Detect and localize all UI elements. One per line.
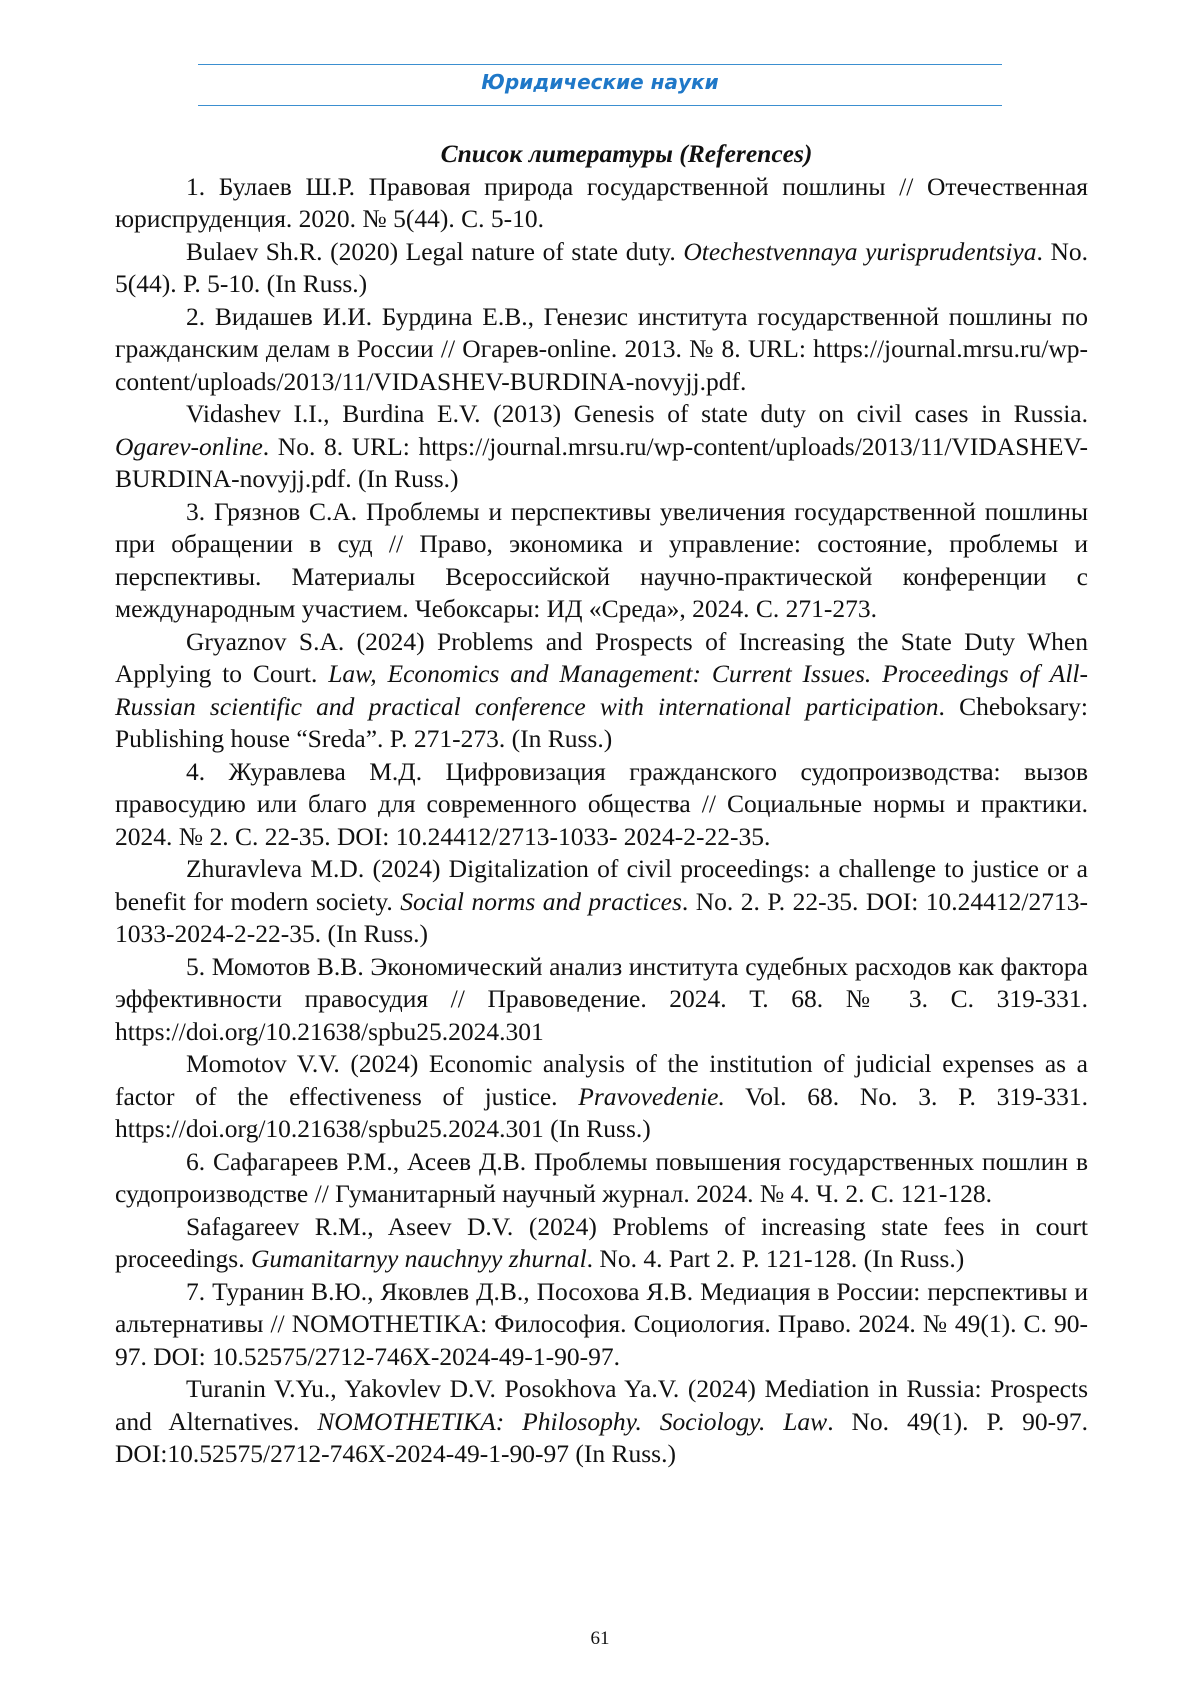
reference-entry-2-en: Vidashev I.I., Burdina E.V. (2013) Genesis of state duty on civil cases in Russia. Ogarev-online. No. 8. URL: https://journal.mrsu.ru/wp-content/uploads/2013/11/VIDASHEV-BURDINA-novyjj.pdf. (In Russ.) <box>115 398 1088 496</box>
running-header <box>198 64 1002 106</box>
reference-entry-6-ru: 6. Сафагареев Р.М., Асеев Д.В. Проблемы повышения государственных пошлин в судопроизводстве // Гуманитарный научный журнал. 2024. № 4. Ч. 2. С. 121-128. <box>115 1146 1088 1211</box>
page <box>0 0 1200 1698</box>
reference-entry-5-en: Momotov V.V. (2024) Economic analysis of the institution of judicial expenses as a factor of the effectiveness of justice. Pravovedenie. Vol. 68. No. 3. P. 319-331. https://doi.org/10.21638/spbu25.2024.301 (In Russ.) <box>115 1048 1088 1146</box>
reference-entry-4-ru: 4. Журавлева М.Д. Цифровизация гражданского судопроизводства: вызов правосудию или благо для современного общества // Социальные нормы и практики. 2024. № 2. С. 22-35. DOI: 10.24412/2713-1033- 2024-2-22-35. <box>115 756 1088 854</box>
reference-entry-1-en: Bulaev Sh.R. (2020) Legal nature of state duty. Otechestvennaya yurisprudentsiya. No. 5(44). P. 5-10. (In Russ.) <box>115 236 1088 301</box>
references-heading: Список литературы (References) <box>115 138 1088 171</box>
reference-entry-7-en: Turanin V.Yu., Yakovlev D.V. Posokhova Ya.V. (2024) Mediation in Russia: Prospects and Alternatives. NOMOTHETIKA: Philosophy. Sociology. Law. No. 49(1). P. 90-97. DOI:10.52575/2712-746X-2024-49-1-90-97 (In Russ.) <box>115 1373 1088 1471</box>
reference-entry-1-ru: 1. Булаев Ш.Р. Правовая природа государственной пошлины // Отечественная юриспруденция. 2020. № 5(44). С. 5-10. <box>115 171 1088 236</box>
reference-entry-7-ru: 7. Туранин В.Ю., Яковлев Д.В., Посохова Я.В. Медиация в России: перспективы и альтернативы // NOMOTHETIKA: Философия. Социология. Право. 2024. № 49(1). С. 90-97. DOI: 10.52575/2712-746X-2024-49-1-90-97. <box>115 1276 1088 1374</box>
reference-entry-4-en: Zhuravleva M.D. (2024) Digitalization of civil proceedings: a challenge to justice or a benefit for modern society. Social norms and practices. No. 2. P. 22-35. DOI: 10.24412/2713-1033-2024-2-22-35. (In Russ.) <box>115 853 1088 951</box>
reference-entry-3-en: Gryaznov S.A. (2024) Problems and Prospects of Increasing the State Duty When Applying to Court. Law, Economics and Management: Current Issues. Proceedings of All-Russian scientific and practical conference with international participation. Cheboksary: Publishing house “Sreda”. P. 271-273. (In Russ.) <box>115 626 1088 756</box>
page-number: 61 <box>0 1628 1200 1650</box>
reference-entry-2-ru: 2. Видашев И.И. Бурдина Е.В., Генезис института государственной пошлины по гражданским делам в России // Огарев-online. 2013. № 8. URL: https://journal.mrsu.ru/wp-content/uploads/2013/11/VIDASHEV-BURDINA-novyjj.pdf. <box>115 301 1088 399</box>
references-section <box>115 138 1088 1471</box>
reference-entry-6-en: Safagareev R.M., Aseev D.V. (2024) Problems of increasing state fees in court proceedings. Gumanitarnyy nauchnyy zhurnal. No. 4. Part 2. P. 121-128. (In Russ.) <box>115 1211 1088 1276</box>
section-title: Юридические науки <box>198 70 1002 94</box>
reference-entry-3-ru: 3. Грязнов С.А. Проблемы и перспективы увеличения государственной пошлины при обращении в суд // Право, экономика и управление: состояние, проблемы и перспективы. Материалы Всероссийской научно-практической конференции с международным участием. Чебоксары: ИД «Среда», 2024. С. 271-273. <box>115 496 1088 626</box>
reference-entry-5-ru: 5. Момотов В.В. Экономический анализ института судебных расходов как фактора эффективности правосудия // Правоведение. 2024. Т. 68. № 3. С. 319-331. https://doi.org/10.21638/spbu25.2024.301 <box>115 951 1088 1049</box>
